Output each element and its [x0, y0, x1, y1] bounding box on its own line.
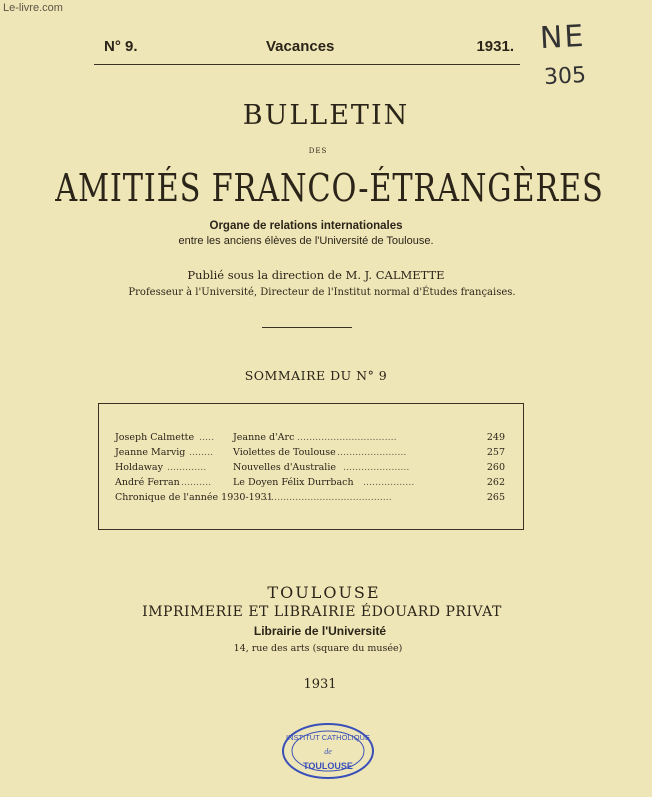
- issue-header: [104, 38, 514, 58]
- issue-number: N° 9.: [104, 38, 138, 55]
- bulletin-heading: BULLETIN: [242, 100, 410, 131]
- subtitle-line1: Organe de relations internationales: [209, 220, 403, 232]
- city: TOULOUSE: [267, 583, 381, 602]
- summary-title: SOMMAIRE DU N° 9: [244, 368, 388, 383]
- stamp-middle-text: de: [324, 747, 332, 756]
- published-by: Publié sous la direction de M. J. CALMETTE: [187, 268, 445, 282]
- toc-author: Jeanne Marvig: [115, 447, 186, 458]
- toc-page: 260: [486, 462, 505, 473]
- handwritten-note-line2: 305: [543, 62, 587, 91]
- subtitle-line2: entre les anciens élèves de l'Université de Toulouse.: [178, 235, 434, 247]
- toc-author: Joseph Calmette: [115, 432, 195, 443]
- issue-year: 1931.: [476, 38, 514, 55]
- address: 14, rue des arts (square du musée): [233, 643, 403, 654]
- stamp-top-text: INSTITUT CATHOLIQUE: [286, 733, 370, 742]
- header-rule: [94, 64, 520, 65]
- toc-page: 265: [486, 492, 505, 503]
- des-label: DES: [308, 147, 328, 155]
- toc-author: Chronique de l'année 1930-1931: [115, 492, 273, 503]
- toc-page: 262: [486, 477, 505, 488]
- toc-work: Jeanne d'Arc: [233, 432, 295, 443]
- toc-row: Chronique de l'année 1930-1931 .......................................... 265: [115, 492, 505, 503]
- toc-author: Holdaway: [115, 462, 163, 473]
- publication-year: 1931: [303, 677, 337, 692]
- issue-season: Vacances: [266, 38, 335, 55]
- toc-work: Nouvelles d'Australie: [233, 462, 337, 473]
- institut-catholique-stamp: [281, 722, 375, 780]
- toc-page: 249: [486, 432, 505, 443]
- page-title: AMITIÉS FRANCO-ÉTRANGÈRES: [55, 166, 604, 210]
- toc-row: Joseph Calmette ..... Jeanne d'Arc ................................. 249: [115, 432, 505, 443]
- handwritten-note-line1: NE: [539, 18, 587, 57]
- professor-line: Professeur à l'Université, Directeur de l'Institut normal d'Études françaises.: [128, 287, 516, 298]
- toc-author: André Ferran: [115, 477, 180, 488]
- toc-page: 257: [486, 447, 505, 458]
- stamp-bottom-text: TOULOUSE: [303, 761, 353, 771]
- toc-work: Le Doyen Félix Durrbach: [233, 477, 354, 488]
- printer: IMPRIMERIE ET LIBRAIRIE ÉDOUARD PRIVAT: [142, 604, 502, 620]
- toc-work: Violettes de Toulouse: [233, 447, 336, 458]
- toc-row: André Ferran .......... Le Doyen Félix Durrbach ................. 262: [115, 477, 505, 488]
- divider: [262, 327, 352, 328]
- toc-row: Jeanne Marvig ........ Violettes de Toulouse ....................... 257: [115, 447, 505, 458]
- toc-row: Holdaway ............. Nouvelles d'Australie ...................... 260: [115, 462, 505, 473]
- watermark: Le-livre.com: [3, 2, 63, 14]
- librairie: Librairie de l'Université: [253, 624, 387, 638]
